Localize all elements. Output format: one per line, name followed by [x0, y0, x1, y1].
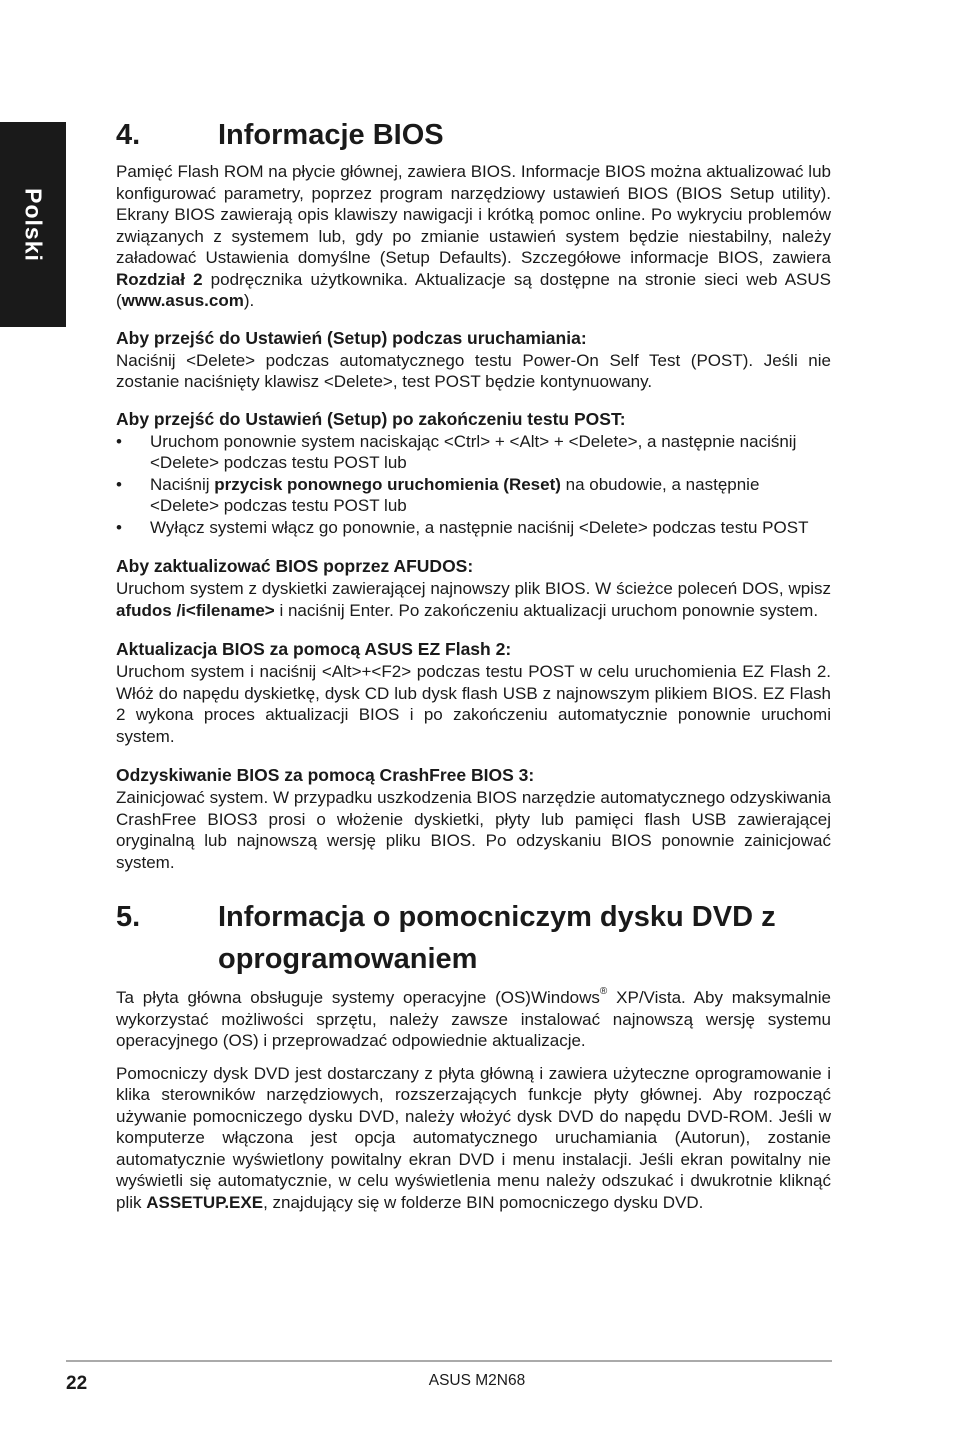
setup-boot-paragraph: Naciśnij <Delete> podczas automatycznego testu Power-On Self Test (POST). Jeśli nie zostanie naciśnięty klawisz <Delete>, test POST będzie kontynuowany.	[116, 350, 831, 391]
section-5-title: Informacja o pomocniczym dysku DVD z oprogramowaniem	[218, 901, 776, 975]
list-item-text: Naciśnij	[150, 474, 215, 494]
registered-mark: ®	[599, 986, 608, 997]
language-tab-label: Polski	[20, 187, 47, 262]
os-text: Ta płyta główna obsługuje systemy operacyjne (OS)Windows	[116, 988, 600, 1007]
section-5-number: 5.	[116, 901, 141, 933]
bullet: •	[116, 474, 122, 494]
dvd-text-2: , znajdujący się w folderze BIN pomocniczego dysku DVD.	[263, 1192, 704, 1212]
bios-intro-text: Pamięć Flash ROM na płycie głównej, zawiera BIOS. Informacje BIOS można aktualizować lub konfigurować parametry, poprzez program narzędziowy ustawień BIOS (BIOS Setup utility). Ekrany BIOS zawierają opis klawiszy nawigacji i krótką pomoc online. Po wykryciu problemów związanych z systemem lub, gdy po zmianie ustawień system będzie niestabilny, należy załadować Ustawienia domyślne (Setup Defaults). Szczegółowe informacje BIOS, zawiera	[116, 162, 831, 267]
assetup-filename: ASSETUP.EXE	[146, 1192, 264, 1212]
list-item	[116, 517, 831, 539]
bullet: •	[116, 431, 122, 451]
afudos-command: afudos /i<filename>	[116, 600, 275, 620]
setup-after-post-heading: Aby przejść do Ustawień (Setup) po zakończeniu testu POST:	[116, 408, 626, 429]
footer-divider	[66, 1360, 832, 1362]
footer-product-name: ASUS M2N68	[428, 1372, 526, 1389]
chapter-reference: Rozdział 2	[116, 269, 203, 289]
crashfree-paragraph: Zainicjować system. W przypadku uszkodzenia BIOS narzędzie automatycznego odzyskiwania CrashFree BIOS3 prosi o włożenie dyskietki, płyty lub pamięci flash USB zawierającej oryginalną lub najnowszą wersję pliku BIOS. Po odzyskaniu BIOS ponownie zainicjować system.	[116, 788, 831, 872]
bios-intro-paragraph	[116, 161, 831, 312]
asus-website: www.asus.com	[121, 291, 244, 310]
os-text-2: XP/Vista. Aby maksymalnie wykorzystać możliwości sprzętu, należy zawsze instalować najnowszą wersję systemu operacyjnego (OS) i przeprowadzać odpowiednie aktualizacje.	[116, 988, 831, 1050]
list-item	[116, 431, 831, 474]
afudos-heading: Aby zaktualizować BIOS poprzez AFUDOS:	[116, 556, 474, 576]
page-number: 22	[66, 1373, 88, 1394]
afudos-text: Uruchom system z dyskietki zawierającej najnowszy plik BIOS. W ścieżce poleceń DOS, wpisz	[116, 579, 831, 598]
afudos-paragraph	[116, 578, 831, 621]
list-item-text-2: na obudowie, a następnie <Delete> podczas testu POST lub	[150, 474, 760, 515]
afudos-text-2: i naciśnij Enter. Po zakończeniu aktualizacji uruchom ponownie system.	[274, 600, 819, 620]
section-4-number: 4.	[116, 119, 141, 151]
section-5-heading	[116, 896, 831, 980]
setup-after-post-list	[116, 431, 831, 539]
setup-boot-heading: Aby przejść do Ustawień (Setup) podczas uruchamiania:	[116, 327, 587, 348]
list-item-text: Wyłącz systemi włącz go ponownie, a następnie naciśnij <Delete> podczas testu POST	[150, 517, 809, 537]
support-dvd-paragraph-2	[116, 1063, 831, 1214]
crashfree-heading: Odzyskiwanie BIOS za pomocą CrashFree BIOS 3:	[116, 765, 535, 785]
list-item-text: Uruchom ponownie system naciskając <Ctrl> + <Alt> + <Delete>, a następnie naciśnij <Delete> podczas testu POST lub	[150, 431, 797, 472]
bios-intro-text-2: podręcznika użytkownika. Aktualizacje są dostępne na stronie sieci web ASUS (	[116, 269, 832, 310]
reset-button-reference: przycisk ponownego uruchomienia (Reset)	[214, 474, 561, 494]
section-4-heading	[116, 116, 831, 154]
bios-intro-text-3: ).	[243, 291, 255, 310]
section-4-title: Informacje BIOS	[218, 119, 444, 151]
support-dvd-paragraph-1	[116, 987, 831, 1052]
page-content	[116, 116, 831, 1213]
bullet: •	[116, 517, 122, 537]
language-tab	[0, 122, 66, 327]
dvd-text: Pomocniczy dysk DVD jest dostarczany z płyta główną i zawiera użyteczne oprogramowanie i klika sterowników narzędziowych, rozszerzających funkcje płyty głównej. Aby rozpocząć używanie pomocniczego dysku DVD, należy włożyć dysk DVD do napędu DVD-ROM. Jeśli w komputerze włączona jest opcja automatycznego uruchamiania (Autorun), zostanie automatycznie wyświetlony powitalny ekran DVD i menu instalacji. Jeśli ekran powitalny nie wyświetli się automatycznie, w celu wyświetlenia menu należy odszukać i dwukrotnie kliknąć plik	[116, 1063, 831, 1212]
ezflash-paragraph: Uruchom system i naciśnij <Alt>+<F2> podczas testu POST w celu uruchomienia EZ Flash 2. Włóż do napędu dyskietkę, dysk CD lub dysk flash USB z najnowszym plikiem BIOS. EZ Flash 2 wykona proces aktualizacji BIOS i po zakończeniu automatycznie ponownie uruchomi system.	[116, 662, 831, 746]
ezflash-heading: Aktualizacja BIOS za pomocą ASUS EZ Flash 2:	[116, 639, 512, 659]
list-item	[116, 474, 831, 517]
